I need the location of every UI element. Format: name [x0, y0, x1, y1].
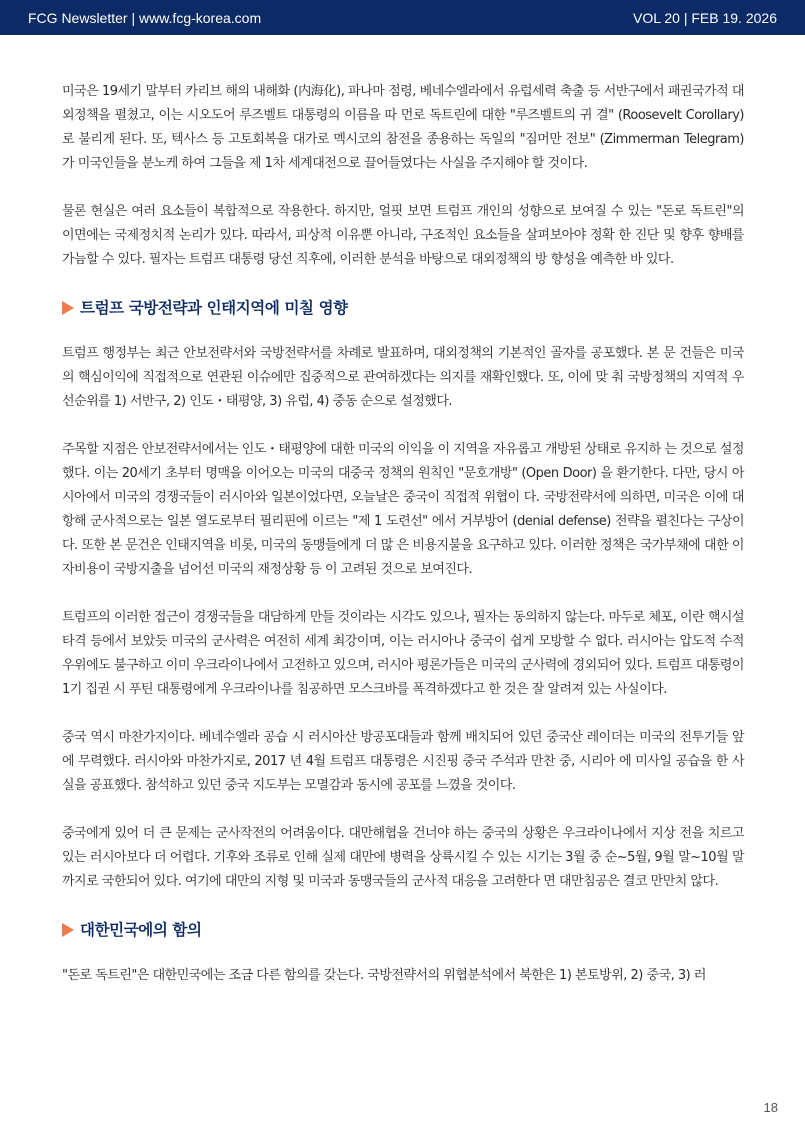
- section-title-text: 대한민국에의 함의: [80, 921, 202, 939]
- triangle-bullet-icon: [62, 923, 74, 937]
- page-number: 18: [763, 1100, 778, 1115]
- page-header: [0, 0, 805, 35]
- paragraph-s1-3: 트럼프의 이러한 접근이 경쟁국들을 대담하게 만들 것이라는 시각도 있으나, 필자는 동의하지 않는다. 마두로 체포, 이란 핵시설 타격 등에서 보았듯 미국의 군사력은 여전히 세계 최강이며, 이는 러시아나 중국이 쉽게 모방할 수 없다. 러시아는 압도적 수적 우위에도 불구하고 이미 우크라이나에서 고전하고 있으며, 러시아 평론가들은 미국의 군사력에 경외되어 있다. 트럼프 대통령이 1기 집권 시 푸틴 대통령에게 우크라이나를 침공하면 모스크바를 폭격하겠다고 한 것은 잘 알려져 있는 사실이다.: [62, 610, 744, 697]
- paragraph-s1-5: 중국에게 있어 더 큰 문제는 군사작전의 어려움이다. 대만해협을 건너야 하는 중국의 상황은 우크라이나에서 지상 전을 치르고 있는 러시아보다 더 어렵다. 기후와 조류로 인해 실제 대만에 병력을 상륙시킬 수 있는 시기는 3월 중 순~5월, 9월 말~10월 말까지로 국한되어 있다. 여기에 대만의 지형 및 미국과 동맹국들의 군사적 대응을 고려한다 면 대만침공은 결코 만만치 않다.: [62, 826, 744, 889]
- paragraph-intro-1: 미국은 19세기 말부터 카리브 해의 내해화 (内海化), 파나마 점령, 베네수엘라에서 유럽세력 축출 등 서반구에서 패권국가적 대외정책을 펼쳤고, 이는 시오도어 루즈벨트 대통령의 이름을 따 먼로 독트린에 대한 "루즈벨트의 귀 결" (Roosevelt Corollary) 로 불리게 된다. 또, 텍사스 등 고토회복을 대가로 멕시코의 참전을 종용하는 독일의 "짐머만 전보" (Zimmerman Telegram) 가 미국인들을 분노케 하여 그들을 제 1차 세계대전으로 끌어들였다는 사실을 주지해야 할 것이다.: [62, 84, 744, 171]
- paragraph-intro-2: 물론 현실은 여러 요소들이 복합적으로 작용한다. 하지만, 얼핏 보면 트럼프 개인의 성향으로 보여질 수 있는 "돈로 독트린"의 이면에는 국제정치적 논리가 있다. 따라서, 피상적 이유뿐 아니라, 구조적인 요소들을 살펴보아야 정확 한 진단 및 향후 향배를 가늠할 수 있다. 필자는 트럼프 대통령 당선 직후에, 이러한 분석을 바탕으로 대외정책의 방 향성을 예측한 바 있다.: [62, 204, 744, 267]
- paragraph-s1-1: 트럼프 행정부는 최근 안보전략서와 국방전략서를 차례로 발표하며, 대외정책의 기본적인 골자를 공포했다. 본 문 건들은 미국의 핵심이익에 직접적으로 연관된 이슈에만 집중적으로 관여하겠다는 의지를 재확인했다. 또, 이에 맞 춰 국방정책의 지역적 우선순위를 1) 서반구, 2) 인도・태평양, 3) 유럽, 4) 중동 순으로 설정했다.: [62, 346, 744, 409]
- newsletter-site: FCG Newsletter | www.fcg-korea.com: [28, 9, 262, 26]
- issue-date: VOL 20 | FEB 19. 2026: [633, 9, 777, 26]
- paragraph-s2-1: "돈로 독트린"은 대한민국에는 조금 다른 함의를 갖는다. 국방전략서의 위협분석에서 북한은 1) 본토방위, 2) 중국, 3) 러: [62, 968, 706, 983]
- section-heading-korea-implications: [62, 918, 744, 942]
- article-body: [62, 80, 744, 1012]
- paragraph-s1-4: 중국 역시 마찬가지이다. 베네수엘라 공습 시 러시아산 방공포대들과 함께 배치되어 있던 중국산 레이더는 미국의 전투기들 앞에 무력했다. 러시아와 마찬가지로, 2017 년 4월 트럼프 대통령은 시진핑 중국 주석과 만찬 중, 시리아 에 미사일 공습을 한 사실을 공표했다. 참석하고 있던 중국 지도부는 모멸감과 동시에 공포를 느꼈을 것이다.: [62, 730, 744, 793]
- triangle-bullet-icon: [62, 301, 74, 315]
- section-title-text: 트럼프 국방전략과 인태지역에 미칠 영향: [80, 299, 348, 317]
- paragraph-s1-2: 주목할 지점은 안보전략서에서는 인도・태평양에 대한 미국의 이익을 이 지역을 자유롭고 개방된 상태로 유지하 는 것으로 설정했다. 이는 20세기 초부터 명맥을 이어오는 미국의 대중국 정책의 원칙인 "문호개방" (Open Door) 을 환기한다. 다만, 당시 아시아에서 미국의 경쟁국들이 러시아와 일본이었다면, 오늘날은 중국이 직접적 위협이 다. 국방전략서에 의하면, 미국은 이에 대항해 군사적으로는 일본 열도로부터 필리핀에 이르는 "제 1 도련선" 에서 거부방어 (denial defense) 전략을 펼친다는 구상이다. 또한 본 문건은 인태지역을 비롯, 미국의 동맹들에게 더 많 은 비용지불을 요구하고 있다. 이러한 정책은 국가부채에 대한 이자비용이 국방지출을 넘어선 미국의 재정상황 등 이 고려된 것으로 보여진다.: [62, 442, 744, 577]
- section-heading-defense-strategy: [62, 296, 744, 320]
